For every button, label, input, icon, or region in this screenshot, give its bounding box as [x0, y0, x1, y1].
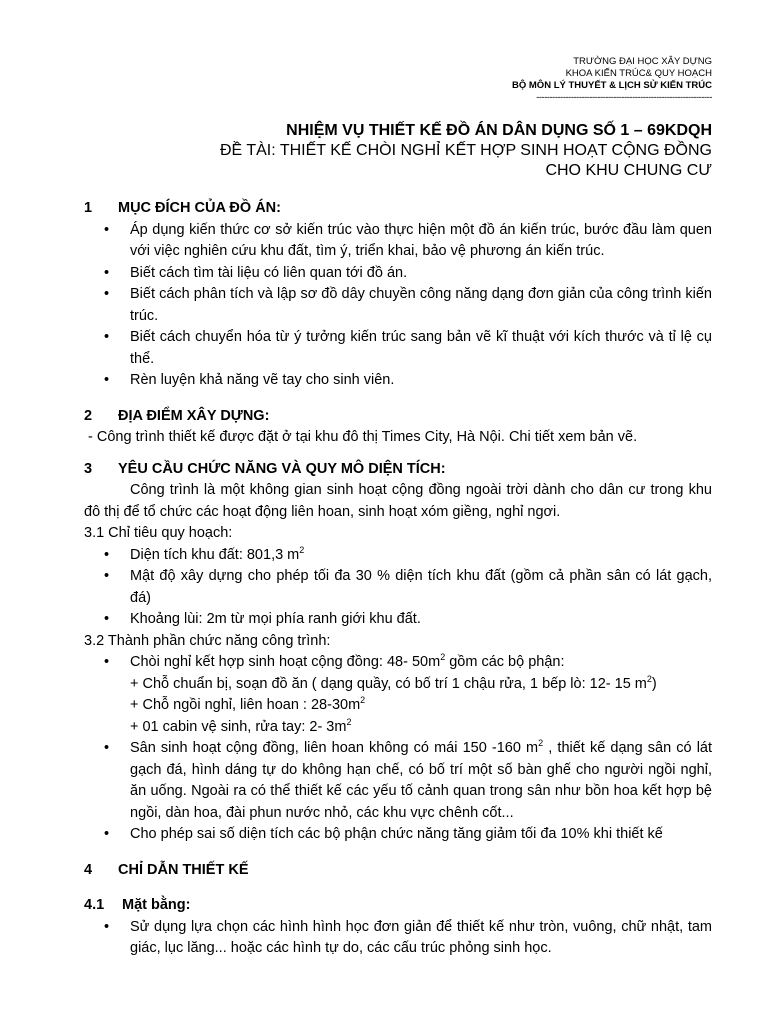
list-item: • Biết cách phân tích và lập sơ đồ dây chuyền công năng dạng đơn giản của công trình kiến trúc. [104, 286, 712, 324]
list-item: • Diện tích khu đất: 801,3 $m^2$ [84, 545, 712, 567]
bullet-icon: • [104, 546, 110, 563]
section-title: YÊU CẦU CHỨC NĂNG VÀ QUY MÔ DIỆN TÍCH: [118, 460, 446, 477]
bullet-icon: • [104, 221, 110, 238]
section-3-intro: Công trình là một không gian sinh hoạt cộng đồng ngoài trời dành cho dân cư trong khu đô thị để tổ chức các hoạt động liên hoan, sinh hoạt xóm giềng, nghỉ ngơi. [84, 482, 712, 520]
bullet-icon: • [104, 372, 110, 388]
bullet-icon: • [104, 918, 110, 935]
bullet-icon: • [104, 611, 110, 627]
list-item: • Cho phép sai số diện tích các bộ phận chức năng tăng giảm tối đa 10% khi thiết kế [84, 824, 712, 846]
subsection-3-2-heading: 3.2 Thành phần chức năng công trình: [84, 632, 331, 649]
section-number: 3 [84, 460, 93, 477]
bullet-icon: • [104, 329, 110, 345]
bullet-icon: • [104, 286, 110, 302]
assignment-title: NHIỆM VỤ THIẾT KẾ ĐỒ ÁN DÂN DỤNG SỐ 1 – 69KDQH [286, 122, 712, 139]
subsection-3-1-heading: 3.1 Chỉ tiêu quy hoạch: [84, 525, 233, 541]
list-item: • Mật độ xây dựng cho phép tối đa 30 % diện tích khu đất (gồm cả phần sân có lát gạch, đá) [104, 568, 712, 606]
bullet-icon: • [104, 654, 110, 670]
faculty-name: KHOA KIẾN TRÚC& QUY HOẠCH [565, 68, 712, 79]
list-item: • Khoảng lùi: 2m từ mọi phía ranh giới khu đất. [84, 609, 712, 631]
list-item: • Áp dụng kiến thức cơ sở kiến trúc vào thực hiện một đồ án kiến trúc, bước đầu làm quen với việc nghiên cứu khu đất, tìm ý, triển khai, bảo vệ phương án kiến trúc. [104, 221, 712, 259]
section-number: 2 [84, 407, 93, 424]
section-number: 4 [84, 861, 93, 878]
section-title: ĐỊA ĐIỂM XÂY DỰNG: [118, 407, 270, 424]
section-1-list [84, 220, 712, 392]
department-name: BỘ MÔN LÝ THUYẾT & LỊCH SỬ KIẾN TRÚC [512, 80, 712, 91]
sub-item: + 01 cabin vệ sinh, rửa tay: 2- $3m^2$ [130, 716, 352, 735]
university-name: TRƯỜNG ĐẠI HỌC XÂY DỰNG [573, 56, 712, 67]
header-divider: ------------------------------------------------------------------ [536, 92, 712, 103]
subsection-number: 4.1 [84, 897, 105, 913]
list-item: • Biết cách tìm tài liệu có liên quan tới đồ án. [84, 263, 712, 285]
list-item: • Chòi nghỉ kết hợp sinh hoạt cộng đồng: 48- $50m^2$ gồm các bộ phận: + Chỗ chuẩn bị, soạn đồ ăn ( dạng quầy, có bố trí 1 chậu rửa, 1 bếp lò: 12- 15 $m^2$) + Chỗ ngồi nghỉ, liên hoan : $28-30m^2$ + 01 cabin vệ sinh, rửa tay: 2- $3m^2$ [84, 652, 712, 738]
bullet-icon: • [104, 264, 110, 281]
bullet-icon: • [104, 568, 110, 584]
subsection-4-1-heading [84, 895, 712, 917]
sub-item: + Chỗ chuẩn bị, soạn đồ ăn ( dạng quầy, có bố trí 1 chậu rửa, 1 bếp lò: 12- 15 $m^2$) [130, 673, 657, 692]
topic-line-1: ĐỀ TÀI: THIẾT KẾ CHÒI NGHỈ KẾT HỢP SINH HOẠT CỘNG ĐỒNG [219, 142, 712, 159]
section-title: MỤC ĐÍCH CỦA ĐỒ ÁN: [118, 200, 281, 216]
list-item: • Biết cách chuyển hóa từ ý tưởng kiến trúc sang bản vẽ kĩ thuật với kích thước và tỉ lệ cụ thể. [104, 329, 712, 367]
subsection-4-1-list [84, 917, 712, 960]
topic-line-2: CHO KHU CHUNG CƯ [545, 162, 712, 179]
sub-item: + Chỗ ngồi nghỉ, liên hoan : $28-30m^2$ [130, 695, 366, 713]
document-title [220, 120, 712, 181]
list-item: • Sử dụng lựa chọn các hình hình học đơn giản để thiết kế như tròn, vuông, chữ nhật, tam giác, lục lăng... hoặc các hình tự do, các cấu trúc phỏng sinh học. [104, 918, 712, 956]
bullet-icon: • [104, 826, 110, 842]
subsection-3-1-list [84, 545, 712, 631]
document-body [84, 198, 712, 960]
subsection-title: Mặt bằng: [122, 897, 191, 913]
subsection-3-2-list [84, 652, 712, 846]
section-4-heading [84, 860, 712, 882]
bullet-icon: • [104, 740, 110, 756]
section-1-heading [84, 198, 712, 220]
institution-header [492, 56, 712, 104]
section-number: 1 [84, 200, 93, 216]
list-item: • Sân sinh hoạt cộng đồng, liên hoan không có mái 150 -160 $m^2$ , thiết kế dạng sân có lát gạch đá, hình dáng tự do không hạn chế, có bố trí một số bàn ghế cho người ngồi nghỉ, ăn uống. Ngoài ra có thể thiết kế các yếu tố cảnh quan trong sân như bồn hoa kết hợp bệ ngồi, dàn hoa, đài phun nước nhỏ, các khu vực chênh cốt... [104, 738, 713, 821]
location-text: - Công trình thiết kế được đặt ở tại khu đô thị Times City, Hà Nội. Chi tiết xem bản vẽ. [84, 429, 638, 445]
list-item: • Rèn luyện khả năng vẽ tay cho sinh viên. [84, 370, 712, 392]
section-2-heading [84, 406, 712, 428]
section-3-heading [84, 459, 712, 481]
section-title: CHỈ DẪN THIẾT KẾ [118, 861, 249, 878]
